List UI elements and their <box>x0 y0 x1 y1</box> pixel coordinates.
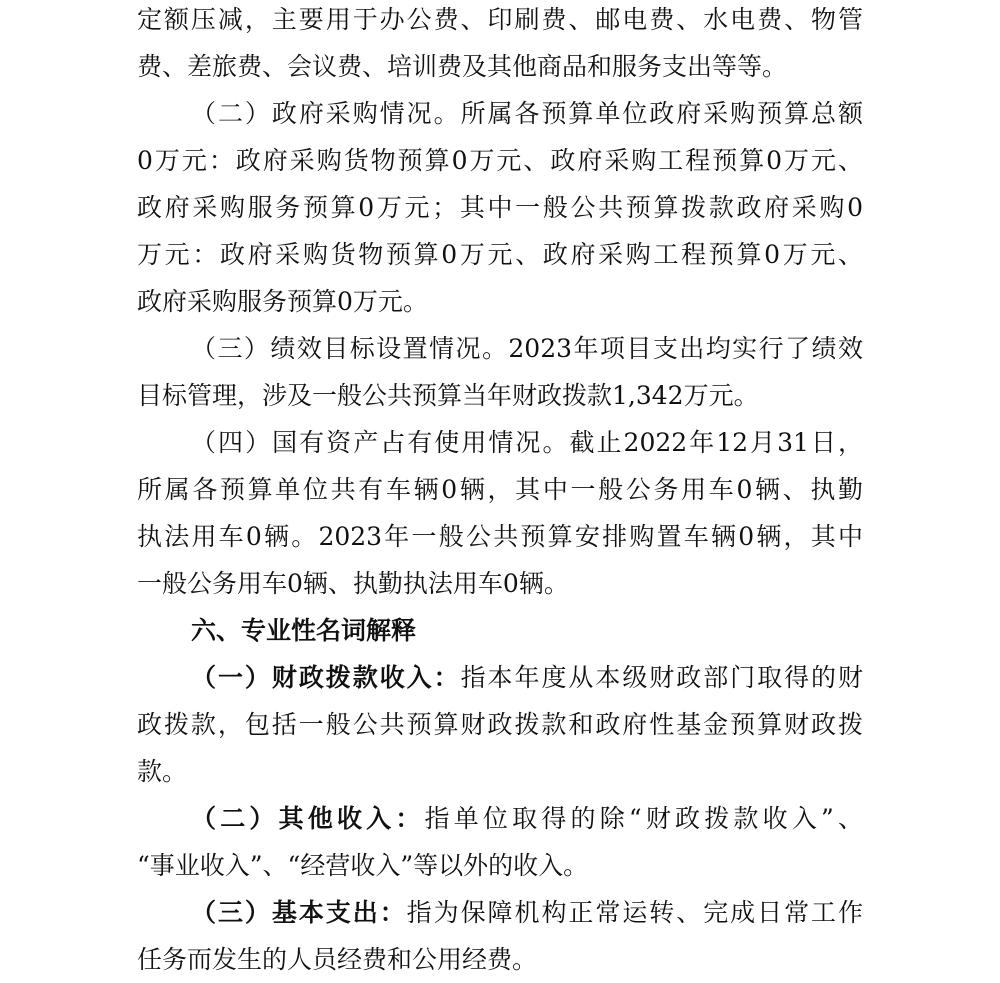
paragraph-line: 任务而发生的人员经费和公用经费。 <box>137 945 538 974</box>
paragraph-line: 费、差旅费、会议费、培训费及其他商品和服务支出等等。 <box>137 52 788 81</box>
paragraph-line: （二）政府采购情况。所属各预算单位政府采购预算总额 <box>191 99 863 128</box>
paragraph-line: （四）国有资产占有使用情况。截止2022年12月31日， <box>191 428 863 457</box>
term-definition: 指本年度从本级财政部门取得的财 <box>460 663 863 692</box>
section-heading: 六、专业性名词解释 <box>191 616 417 645</box>
term-label: （一）财政拨款收入： <box>191 663 461 692</box>
paragraph-line <box>137 889 863 936</box>
paragraph-line: 目标管理，涉及一般公共预算当年财政拨款1,342万元。 <box>137 381 759 410</box>
paragraph-line: 一般公务用车0辆、执勤执法用车0辆。 <box>137 569 569 598</box>
paragraph-line <box>137 795 863 842</box>
paragraph-line: 政府采购服务预算0万元；其中一般公共预算拨款政府采购0 <box>137 193 863 222</box>
paragraph-line: 0万元：政府采购货物预算0万元、政府采购工程预算0万元、 <box>137 146 863 175</box>
paragraph-line: 政拨款，包括一般公共预算财政拨款和政府性基金预算财政拨 <box>137 710 863 739</box>
paragraph-line: 万元：政府采购货物预算0万元、政府采购工程预算0万元、 <box>137 240 863 269</box>
paragraph-line: （三）绩效目标设置情况。2023年项目支出均实行了绩效 <box>191 334 863 363</box>
term-label: （二）其他收入： <box>191 804 425 833</box>
paragraph-line <box>137 654 863 701</box>
paragraph-line: “事业收入”、“经营收入”等以外的收入。 <box>137 851 589 880</box>
term-definition: 指为保障机构正常运转、完成日常工作 <box>406 898 863 927</box>
document-page <box>137 0 863 983</box>
term-label: （三）基本支出： <box>191 898 407 927</box>
paragraph-line: 款。 <box>137 757 188 786</box>
term-definition: 指单位取得的除“财政拨款收入”、 <box>424 804 863 833</box>
paragraph-line: 执法用车0辆。2023年一般公共预算安排购置车辆0辆，其中 <box>137 522 863 551</box>
paragraph-line: 所属各预算单位共有车辆0辆，其中一般公务用车0辆、执勤 <box>137 475 863 504</box>
paragraph-line: 定额压减，主要用于办公费、印刷费、邮电费、水电费、物管 <box>137 5 863 34</box>
paragraph-line: 政府采购服务预算0万元。 <box>137 287 428 316</box>
